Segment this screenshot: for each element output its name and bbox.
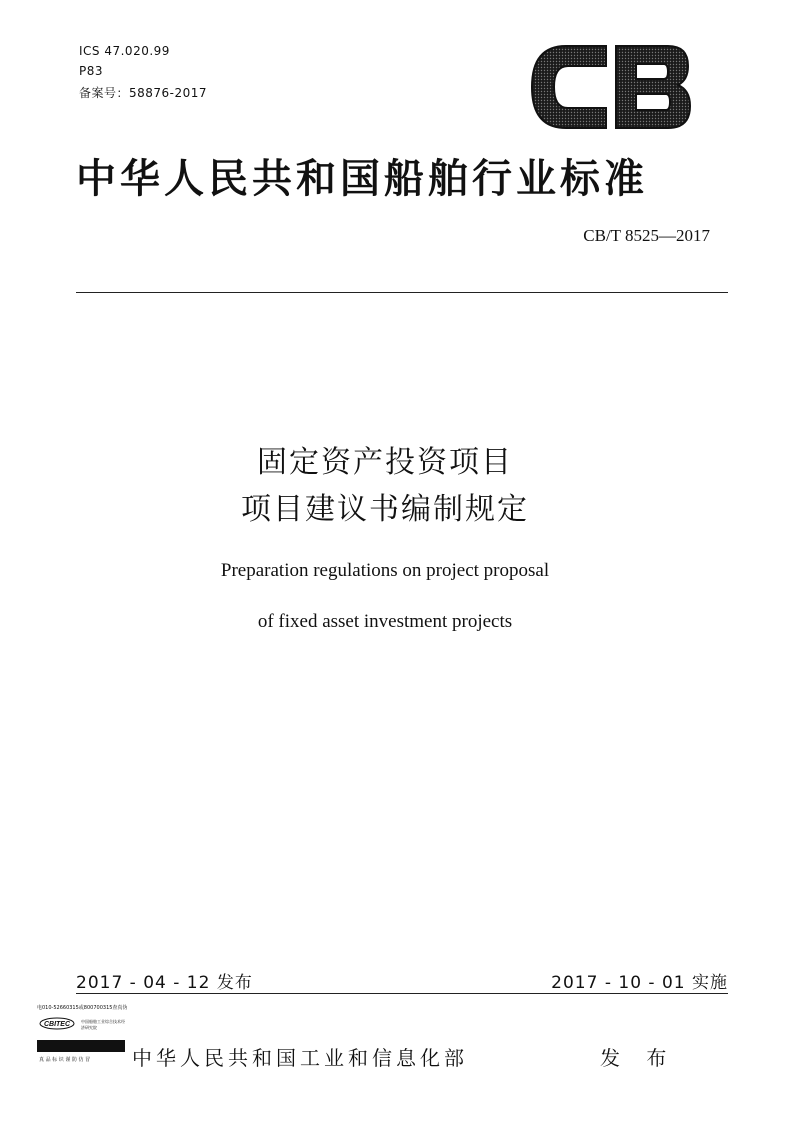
anti-counterfeit-label [37, 1004, 127, 1066]
label-organization: 中国船舶工业综合技术经济研究院 [81, 1019, 125, 1030]
publish-label: 发 布 [600, 1046, 677, 1070]
chinese-title-line-2: 项目建议书编制规定 [241, 492, 529, 527]
english-title-line-1: Preparation regulations on project proposal [220, 560, 550, 581]
verification-phone: 电010-52660315或800700315查真伪 [37, 1005, 128, 1011]
english-title-line-2: of fixed asset investment projects [257, 611, 513, 632]
classification-code: P83 [79, 64, 104, 78]
filing-number: 备案号：58876-2017 [79, 86, 208, 100]
issue-date: 2017 - 04 - 12 发布 [76, 973, 253, 993]
cbitec-logo-icon [39, 1017, 75, 1030]
ics-code: ICS 47.020.99 [79, 44, 170, 58]
top-divider [76, 292, 728, 293]
standard-number: CB/T 8525—2017 [583, 226, 710, 245]
label-security-strip [37, 1040, 125, 1052]
publisher-name: 中华人民共和国工业和信息化部 [132, 1046, 468, 1070]
cb-logo [528, 42, 694, 132]
bottom-divider [76, 993, 728, 994]
chinese-title-line-1: 固定资产投资项目 [257, 445, 513, 480]
svg-text:CBITEC: CBITEC [43, 1021, 71, 1028]
standard-title: 中华人民共和国船舶行业标准 [76, 156, 648, 202]
label-footer-text: 真 品 标 识 谨 防 仿 冒 [39, 1057, 91, 1063]
implementation-date: 2017 - 10 - 01 实施 [551, 973, 728, 993]
